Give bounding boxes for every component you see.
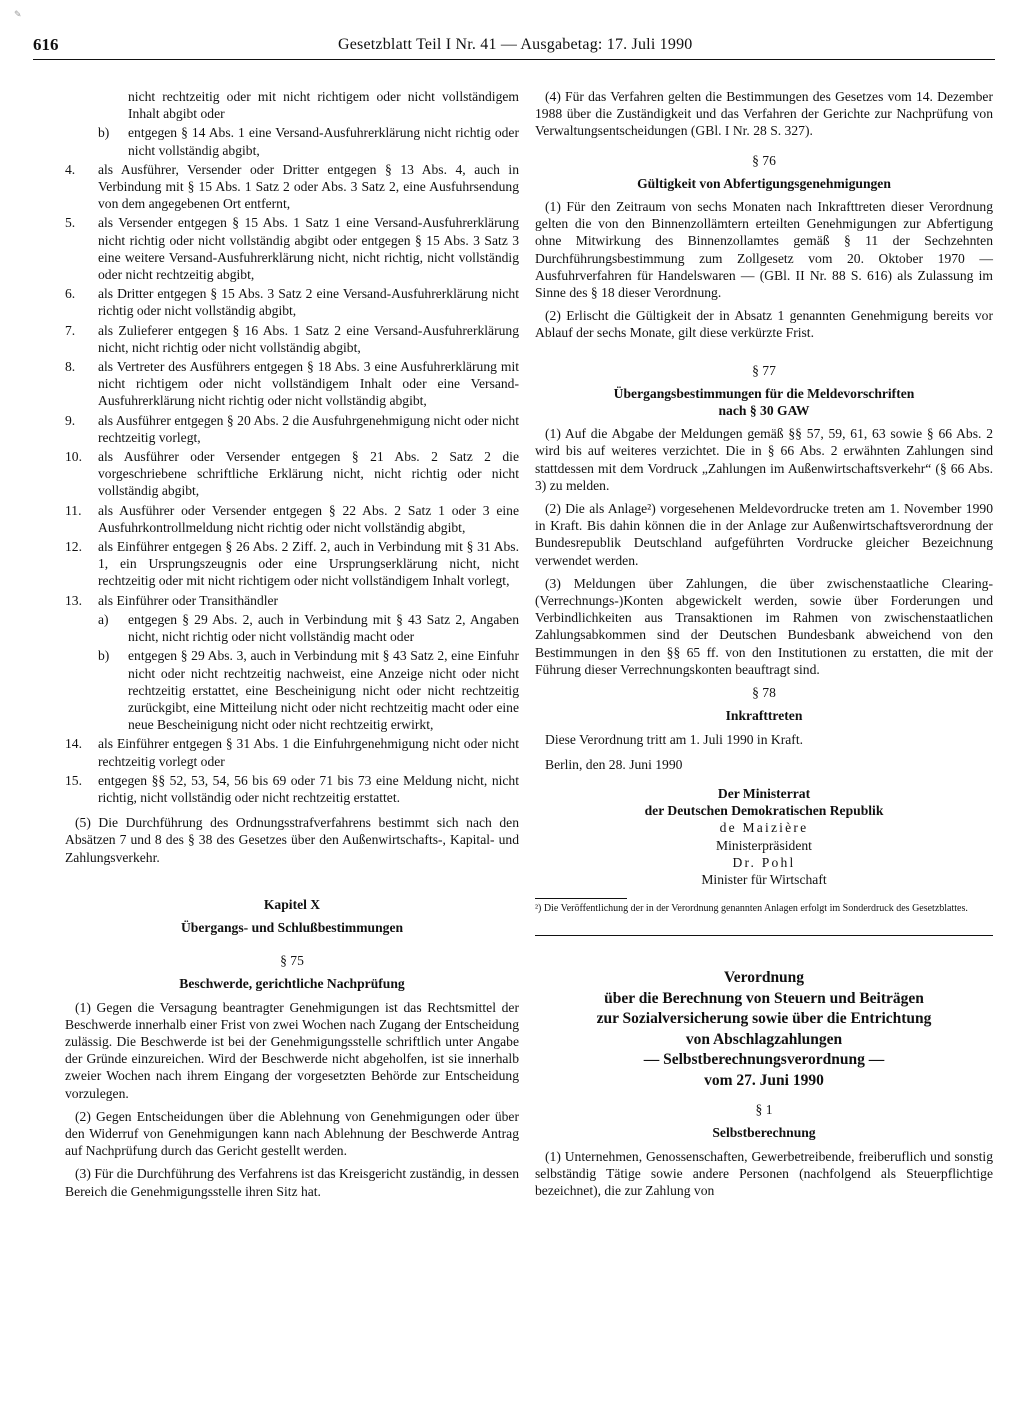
paragraph: (2) Gegen Entscheidungen über die Ablehnung von Genehmigungen oder über den Widerruf von Genehmigungen kann nach Ablehnung der Beschwerde Antrag auf Nachprüfung durch das Gericht gestellt werden.: [65, 1108, 519, 1159]
ordinance-title-line: von Abschlagzahlungen: [685, 1030, 843, 1048]
list-item: [65, 502, 519, 536]
item-number: 10.: [65, 449, 82, 465]
list-item: [65, 285, 519, 319]
list-item: [65, 412, 519, 446]
paragraph: (4) Für das Verfahren gelten die Bestimmungen des Gesetzes vom 14. Dezember 1988 über die Zuständigkeit und das Verfahren der Gerichte zur Nachprüfung von Verwaltungsentscheidungen (GBl. I Nr. 28 S. 327).: [535, 89, 993, 139]
ordinance-short-title: — Selbstberechnungsverordnung —: [643, 1051, 885, 1069]
chapter-heading: Kapitel X: [263, 896, 321, 912]
item-text: entgegen § 29 Abs. 2, auch in Verbindung mit § 43 Satz 2, Angaben nicht, nicht richtig oder nicht vollständig macht oder: [128, 611, 519, 645]
footnote-rule: [535, 898, 627, 899]
item-text: als Einführer oder Transithändler: [98, 592, 279, 608]
list-item: [65, 448, 519, 500]
item-text: entgegen §§ 52, 53, 54, 56 bis 69 oder 71 bis 73 eine Meldung nicht, nicht richtig, nicht vollständig oder nicht rechtzeitig erstattet.: [98, 772, 519, 805]
item-number: 8.: [65, 359, 76, 375]
item-text: als Ausführer oder Versender entgegen § 22 Abs. 2 Satz 1 oder 3 eine Ausfuhrkontrollmeldung nicht richtig oder nicht vollständig abgibt,: [98, 502, 519, 535]
item-text: als Vertreter des Ausführers entgegen § 18 Abs. 3 eine Ausfuhrerklärung mit nicht richtigem oder nicht vollständigem Inhalt oder eine Versand-Ausfuhrerklärung nicht richtig oder nicht vollständig abgibt,: [98, 359, 519, 409]
list-item: [98, 611, 519, 645]
footnote: ²) Die Veröffentlichung der in der Verordnung genannten Anlagen erfolgt im Sonderdruck des Gesetzblattes.: [535, 903, 968, 915]
list-item: [98, 647, 519, 733]
left-column: [65, 88, 519, 1206]
right-column: [535, 88, 993, 1205]
paragraph-5: (5) Die Durchführung des Ordnungsstrafverfahrens bestimmt sich nach den Absätzen 7 und 8 des § 38 des Gesetzes über den Außenwirtschafts-, Kapital- und Zahlungsverkehr.: [65, 815, 519, 865]
ordinance-title-line: über die Berechnung von Steuern und Beiträgen: [604, 989, 924, 1007]
list-item: [98, 88, 519, 122]
item-number: 15.: [65, 772, 82, 788]
ordinance-title-line: zur Sozialversicherung sowie über die Entrichtung: [596, 1010, 932, 1028]
list-item: [65, 214, 519, 283]
section-number: § 77: [752, 362, 776, 378]
item-number: a): [98, 611, 109, 627]
item-text: als Einführer entgegen § 31 Abs. 1 die Einfuhrgenehmigung nicht oder nicht rechtzeitig vorlegt oder: [98, 736, 519, 769]
paragraph: (1) Unternehmen, Genossenschaften, Gewerbetreibende, freiberuflich und sonstig selbständig Tätige sowie andere Personen (nachfolgend als Steuerpflichtige bezeichnet), die zur Zahlung von: [535, 1148, 993, 1198]
section-title: Inkrafttreten: [725, 708, 803, 724]
ordinance-date: vom 27. Juni 1990: [704, 1071, 824, 1089]
paragraph: (1) Auf die Abgabe der Meldungen gemäß §§ 57, 59, 61, 63 sowie § 66 Abs. 2 wird bis auf weiteres verzichtet. Die in § 66 Abs. 2 erwähnten Zahlungen sind stattdessen mit dem Vordruck „Zahlungen im Außenwirtschaftsverkehr“ (§ 66 Abs. 3) zu melden.: [535, 426, 993, 493]
item-number: b): [98, 648, 110, 664]
section-number: § 75: [280, 953, 304, 969]
item-text: entgegen § 29 Abs. 3, auch in Verbindung mit § 43 Satz 2, eine Einfuhr nicht oder nicht rechtzeitig nachweist, eine Anzeige nicht oder nicht rechtzeitig erstattet, eine Bescheinigung nicht oder nicht rechtzeitig zurückgibt, eine Mitteilung nicht oder nicht rechtzeitig macht oder eine neue Bescheinigung nicht oder nicht rechtzeitig erwirkt,: [128, 648, 519, 733]
continued-text: nicht rechtzeitig oder mit nicht richtigem oder nicht vollständigem Inhalt abgibt oder: [128, 89, 519, 122]
list-item: [65, 538, 519, 590]
section-title-line2: nach § 30 GAW: [718, 403, 810, 419]
item-number: b): [98, 125, 110, 141]
section-title: Beschwerde, gerichtliche Nachprüfung: [179, 976, 405, 992]
signature-body: Der Ministerrat: [717, 785, 811, 801]
chapter-title: Übergangs- und Schlußbestimmungen: [180, 919, 404, 935]
signatory-name: de Maizière: [719, 820, 809, 836]
list-item: [65, 735, 519, 769]
item-number: 11.: [65, 502, 82, 518]
section-number: § 76: [752, 152, 776, 168]
paragraph: Diese Verordnung tritt am 1. Juli 1990 in Kraft.: [545, 731, 803, 747]
list-item: [65, 592, 519, 609]
paragraph: (3) Meldungen über Zahlungen, die über zwischenstaatliche Clearing-(Verrechnungs-)Konten abgewickelt werden, sowie über Forderungen und Verbindlichkeiten aus Transaktionen im Rahmen von zwischenstaatlichen Zahlungsabkommen sind der Deutschen Bundesbank abweichend von den Bestimmungen in den §§ 65 ff. von den Institutionen zu erstatten, die mit der Führung dieser Verrechnungskonten beauftragt sind.: [535, 575, 993, 677]
item-number: 13.: [65, 592, 82, 608]
list-item: [65, 772, 519, 806]
paragraph: (1) Gegen die Versagung beantragter Genehmigungen ist das Rechtsmittel der Beschwerde innerhalb einer Frist von zwei Wochen nach Zugang der Entscheidung zulässig. Die Beschwerde ist bei der Genehmigungsstelle schriftlich unter Angabe der Gründe einzureichen. Wird der Beschwerde nicht abgeholfen, ist sie innerhalb zweier Wochen nach ihrem Eingang der vorgesetzten Behörde zur Entscheidung vorzulegen.: [65, 999, 519, 1101]
ordinance-title: Verordnung: [723, 969, 805, 987]
paragraph: (2) Die als Anlage²) vorgesehenen Meldevordrucke treten am 1. November 1990 in Kraft. Bis dahin können die in der Anlage zur Außenwirtschaftsverordnung der Bundesrepublik Deutschland aufgeführten Vordrucke gleicher Bezeichnung verwendet werden.: [535, 501, 993, 568]
item-number: 5.: [65, 215, 76, 231]
gazette-title: Gesetzblatt Teil I Nr. 41 — Ausgabetag: 17. Juli 1990: [338, 36, 693, 53]
signature-body-line2: der Deutschen Demokratischen Republik: [644, 803, 884, 819]
list-item: [65, 322, 519, 356]
item-text: als Einführer entgegen § 26 Abs. 2 Ziff. 2, auch in Verbindung mit § 31 Abs. 1, ein Ursprungszeugnis oder eine Ursprungserklärung nicht, nicht rechtzeitig oder mit nicht richtigem oder nicht vollständigem Inhalt vorlegt,: [98, 539, 519, 589]
item-number: 12.: [65, 539, 82, 555]
corner-mark: ✎: [14, 9, 22, 19]
signatory-name: Dr. Pohl: [732, 854, 796, 870]
item-text: als Ausführer oder Versender entgegen § 21 Abs. 2 Satz 2 die vorgeschriebene schriftliche Erklärung nicht, nicht richtig oder nicht vollständig abgibt,: [98, 449, 519, 499]
section-number: § 1: [755, 1102, 773, 1118]
item-number: 4.: [65, 161, 76, 177]
place-date: Berlin, den 28. Juni 1990: [545, 756, 683, 772]
section-separator: [535, 935, 993, 936]
section-title: Übergangsbestimmungen für die Meldevorschriften: [613, 385, 915, 401]
item-number: 14.: [65, 736, 82, 752]
list-item: [98, 124, 519, 158]
item-text: als Dritter entgegen § 15 Abs. 3 Satz 2 eine Versand-Ausfuhrerklärung nicht richtig oder nicht vollständig abgibt,: [98, 286, 519, 319]
list-item: [65, 358, 519, 410]
item-number: 9.: [65, 412, 76, 428]
list-item: [65, 161, 519, 213]
paragraph: (3) Für die Durchführung des Verfahrens ist das Kreisgericht zuständig, in dessen Bereich die Genehmigungsstelle ihren Sitz hat.: [65, 1166, 519, 1199]
section-title: Gültigkeit von Abfertigungsgenehmigungen: [637, 175, 891, 191]
page-number: 616: [33, 35, 59, 54]
header-rule: [33, 59, 995, 60]
item-text: entgegen § 14 Abs. 1 eine Versand-Ausfuhrerklärung nicht richtig oder nicht vollständig abgibt,: [128, 125, 519, 158]
paragraph: (2) Erlischt die Gültigkeit der in Absatz 1 genannten Genehmigung bereits vor Ablauf der sechs Monate, gilt diese verkürzte Frist.: [535, 308, 993, 341]
item-number: 6.: [65, 286, 76, 302]
section-title: Selbstberechnung: [712, 1125, 816, 1141]
item-text: als Zulieferer entgegen § 16 Abs. 1 Satz 2 eine Versand-Ausfuhrerklärung nicht, nicht richtig oder nicht vollständig abgibt,: [98, 322, 519, 355]
paragraph: (1) Für den Zeitraum von sechs Monaten nach Inkrafttreten dieser Verordnung gelten die von den Binnenzollämtern erteilten Genehmigungen zur Abfertigung ohne Mitwirkung des Binnenzollamtes gemäß § 11 der Sechzehnten Durchführungsbestimmung zum Zollgesetz vom 20. Oktober 1970 — Ausfuhrverfahren für Handelswaren — (GBl. II Nr. 88 S. 616) als Zulassung im Sinne des § 18 dieser Verordnung.: [535, 199, 993, 301]
item-number: 7.: [65, 322, 76, 338]
item-text: als Versender entgegen § 15 Abs. 1 Satz 1 eine Versand-Ausfuhrerklärung nicht richtig oder nicht vollständig abgibt oder entgegen § 15 Abs. 3 Satz 3 eine weitere Versand-Ausfuhrerklärung nicht, nicht richtig, nicht vollständig oder nicht rechtzeitig abgibt,: [98, 215, 519, 283]
item-text: als Ausführer entgegen § 20 Abs. 2 die Ausfuhrgenehmigung nicht oder nicht rechtzeitig vorlegt,: [98, 412, 519, 445]
signatory-role: Ministerpräsident: [716, 837, 812, 853]
signatory-role: Minister für Wirtschaft: [701, 871, 827, 887]
item-text: als Ausführer, Versender oder Dritter entgegen § 13 Abs. 4, auch in Verbindung mit § 15 Abs. 1 Satz 2 oder Abs. 3 Satz 2, eine Ausfuhrsendung von dem angegebenen Ort entfernt,: [98, 161, 519, 212]
section-number: § 78: [752, 685, 776, 701]
